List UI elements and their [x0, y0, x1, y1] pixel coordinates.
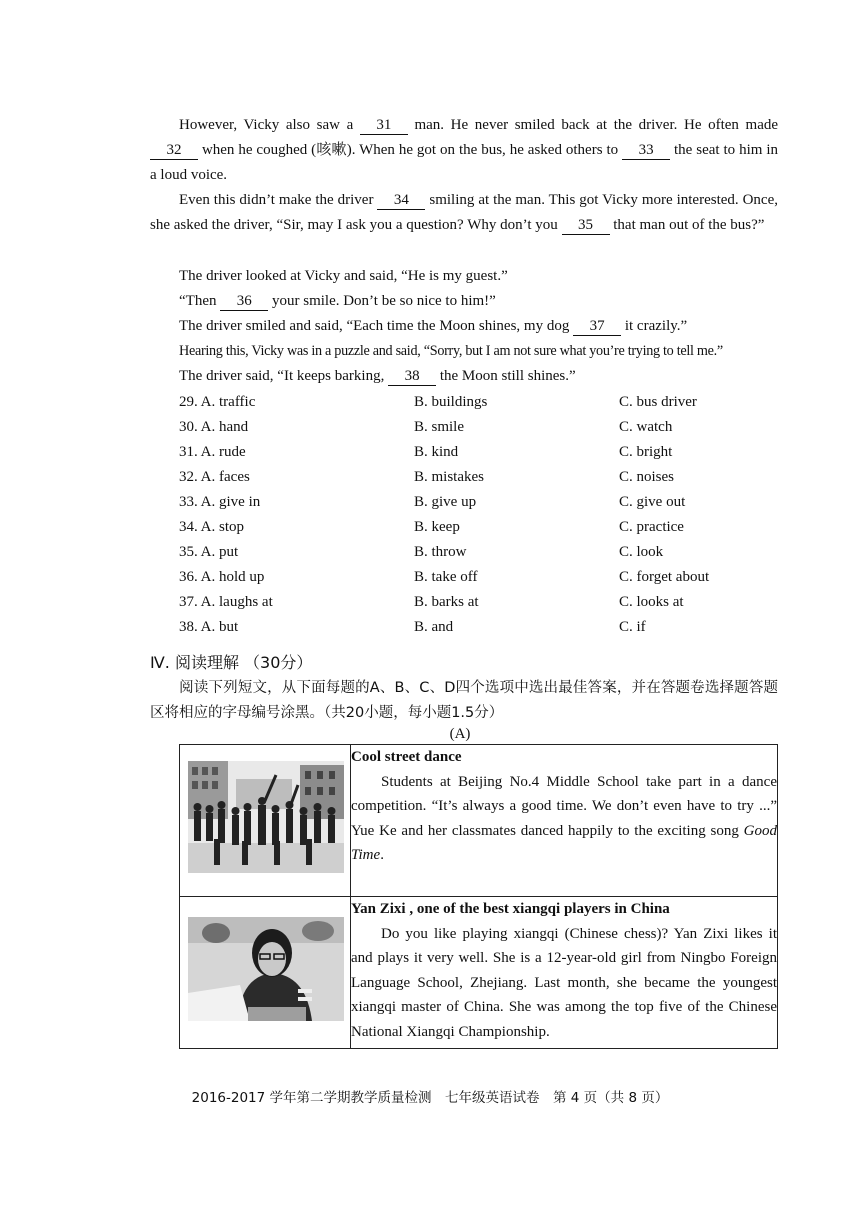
passage-text: The driver smiled and said, “Each time the Moon shines, my dog	[179, 318, 570, 334]
option-b: B. kind	[414, 444, 459, 460]
article-body	[351, 770, 777, 868]
option-b: B. throw	[414, 544, 467, 560]
photo-cell	[180, 897, 351, 1049]
article-text: .	[380, 847, 384, 863]
option-b: B. buildings	[414, 394, 488, 410]
option-row	[179, 565, 779, 590]
option-a: 32. A. faces	[179, 469, 250, 485]
option-c: C. looks at	[619, 594, 684, 610]
option-b: B. give up	[414, 494, 477, 510]
blank-33: 33	[622, 141, 670, 160]
part-label: (A)	[449, 726, 471, 742]
article-cell	[351, 897, 778, 1049]
option-row	[179, 615, 779, 640]
passage-line-4	[179, 289, 496, 314]
option-b: B. and	[414, 619, 454, 635]
section-title: Ⅳ. 阅读理解 （30分）	[150, 653, 313, 672]
option-c: C. bus driver	[619, 394, 697, 410]
option-row	[179, 415, 779, 440]
option-row	[179, 465, 779, 490]
option-a: 31. A. rude	[179, 444, 246, 460]
street-dance-photo	[180, 745, 350, 891]
passage-text: man. He never smiled back at the driver. He often made	[414, 117, 779, 133]
article-title: Yan Zixi , one of the best xiangqi players in China	[351, 901, 670, 917]
option-b: B. smile	[414, 419, 465, 435]
option-c: C. noises	[619, 469, 675, 485]
photo-cell	[180, 745, 351, 897]
section-instruction	[150, 676, 778, 726]
option-b: B. keep	[414, 519, 460, 535]
article-text: Do you like playing xiangqi (Chinese chess)? Yan Zixi likes it and plays it very well. She is a 12-year-old girl from Ningbo Foreign Language School, Zhejiang. Last month, she became the youngest xiangqi master of China. She was among the top five of the Chinese National Xiangqi Championship.	[351, 925, 777, 1040]
passage-text: the seat to him in a loud voice.	[150, 142, 779, 183]
option-a: 34. A. stop	[179, 519, 245, 535]
option-a: 30. A. hand	[179, 419, 249, 435]
option-c: C. practice	[619, 519, 684, 535]
passage-paragraph-1	[150, 113, 778, 188]
article-title: Cool street dance	[351, 749, 462, 765]
option-a: 35. A. put	[179, 544, 239, 560]
option-row	[179, 390, 779, 415]
option-a: 29. A. traffic	[179, 394, 256, 410]
blank-38: 38	[388, 367, 436, 386]
option-a: 38. A. but	[179, 619, 239, 635]
option-c: C. watch	[619, 419, 673, 435]
article-cell	[351, 745, 778, 897]
option-a: 33. A. give in	[179, 494, 261, 510]
reading-table	[179, 744, 778, 1049]
table-row	[180, 745, 778, 897]
option-b: B. take off	[414, 569, 478, 585]
article-text: Students at Beijing No.4 Middle School take part in a dance competition. “It’s always a good time. We don’t even have to try ...” Yue Ke and her classmates danced happily to the exciting song	[351, 773, 777, 839]
instruction-text: 阅读下列短文，从下面每题的A、B、C、D四个选项中选出最佳答案，并在答题卷选择题答题区将相应的字母编号涂黑。（共20小题，每小题1.5分）	[150, 680, 778, 721]
article-body	[351, 922, 777, 1045]
passage-text: when he coughed (咳嗽). When he got on the bus, he asked others to	[201, 142, 619, 158]
table-row	[180, 897, 778, 1049]
passage-line-3: The driver looked at Vicky and said, “He is my guest.”	[179, 268, 508, 284]
passage-line-7	[179, 364, 576, 389]
option-c: C. look	[619, 544, 664, 560]
option-c: C. forget about	[619, 569, 710, 585]
blank-37: 37	[573, 317, 621, 336]
option-row	[179, 590, 779, 615]
option-row	[179, 440, 779, 465]
option-row	[179, 490, 779, 515]
passage-text: “Then	[179, 293, 217, 309]
option-a: 37. A. laughs at	[179, 594, 273, 610]
option-row	[179, 540, 779, 565]
page-footer: 2016-2017 学年第二学期教学质量检测 七年级英语试卷 第 4 页（共 8 页）	[191, 1090, 669, 1106]
passage-text: The driver said, “It keeps barking,	[179, 368, 385, 384]
passage-text: However, Vicky also saw a	[179, 117, 354, 133]
option-c: C. if	[619, 619, 646, 635]
passage-text: Even this didn’t make the driver	[179, 192, 374, 208]
passage-line-5	[179, 314, 687, 339]
blank-36: 36	[220, 292, 268, 311]
option-c: C. bright	[619, 444, 673, 460]
xiangqi-player-photo	[180, 897, 350, 1043]
option-row	[179, 515, 779, 540]
passage-text: it crazily.”	[624, 318, 688, 334]
passage-paragraph-2	[150, 188, 778, 238]
passage-text: that man out of the bus?”	[613, 217, 765, 233]
option-b: B. mistakes	[414, 469, 484, 485]
song-title: Good Time	[351, 822, 777, 863]
option-b: B. barks at	[414, 594, 479, 610]
blank-34: 34	[377, 191, 425, 210]
passage-text: smiling at the man. This got Vicky more interested. Once, she asked the driver, “Sir, may I ask you a question? Why don’t you	[150, 192, 778, 233]
passage-text: your smile. Don’t be so nice to him!”	[271, 293, 496, 309]
passage-line-6: Hearing this, Vicky was in a puzzle and said, “Sorry, but I am not sure what you’re trying to tell me.”	[179, 343, 723, 359]
option-a: 36. A. hold up	[179, 569, 265, 585]
blank-31: 31	[360, 116, 408, 135]
passage-text: the Moon still shines.”	[439, 368, 576, 384]
blank-32: 32	[150, 141, 198, 160]
blank-35: 35	[562, 216, 610, 235]
option-c: C. give out	[619, 494, 686, 510]
